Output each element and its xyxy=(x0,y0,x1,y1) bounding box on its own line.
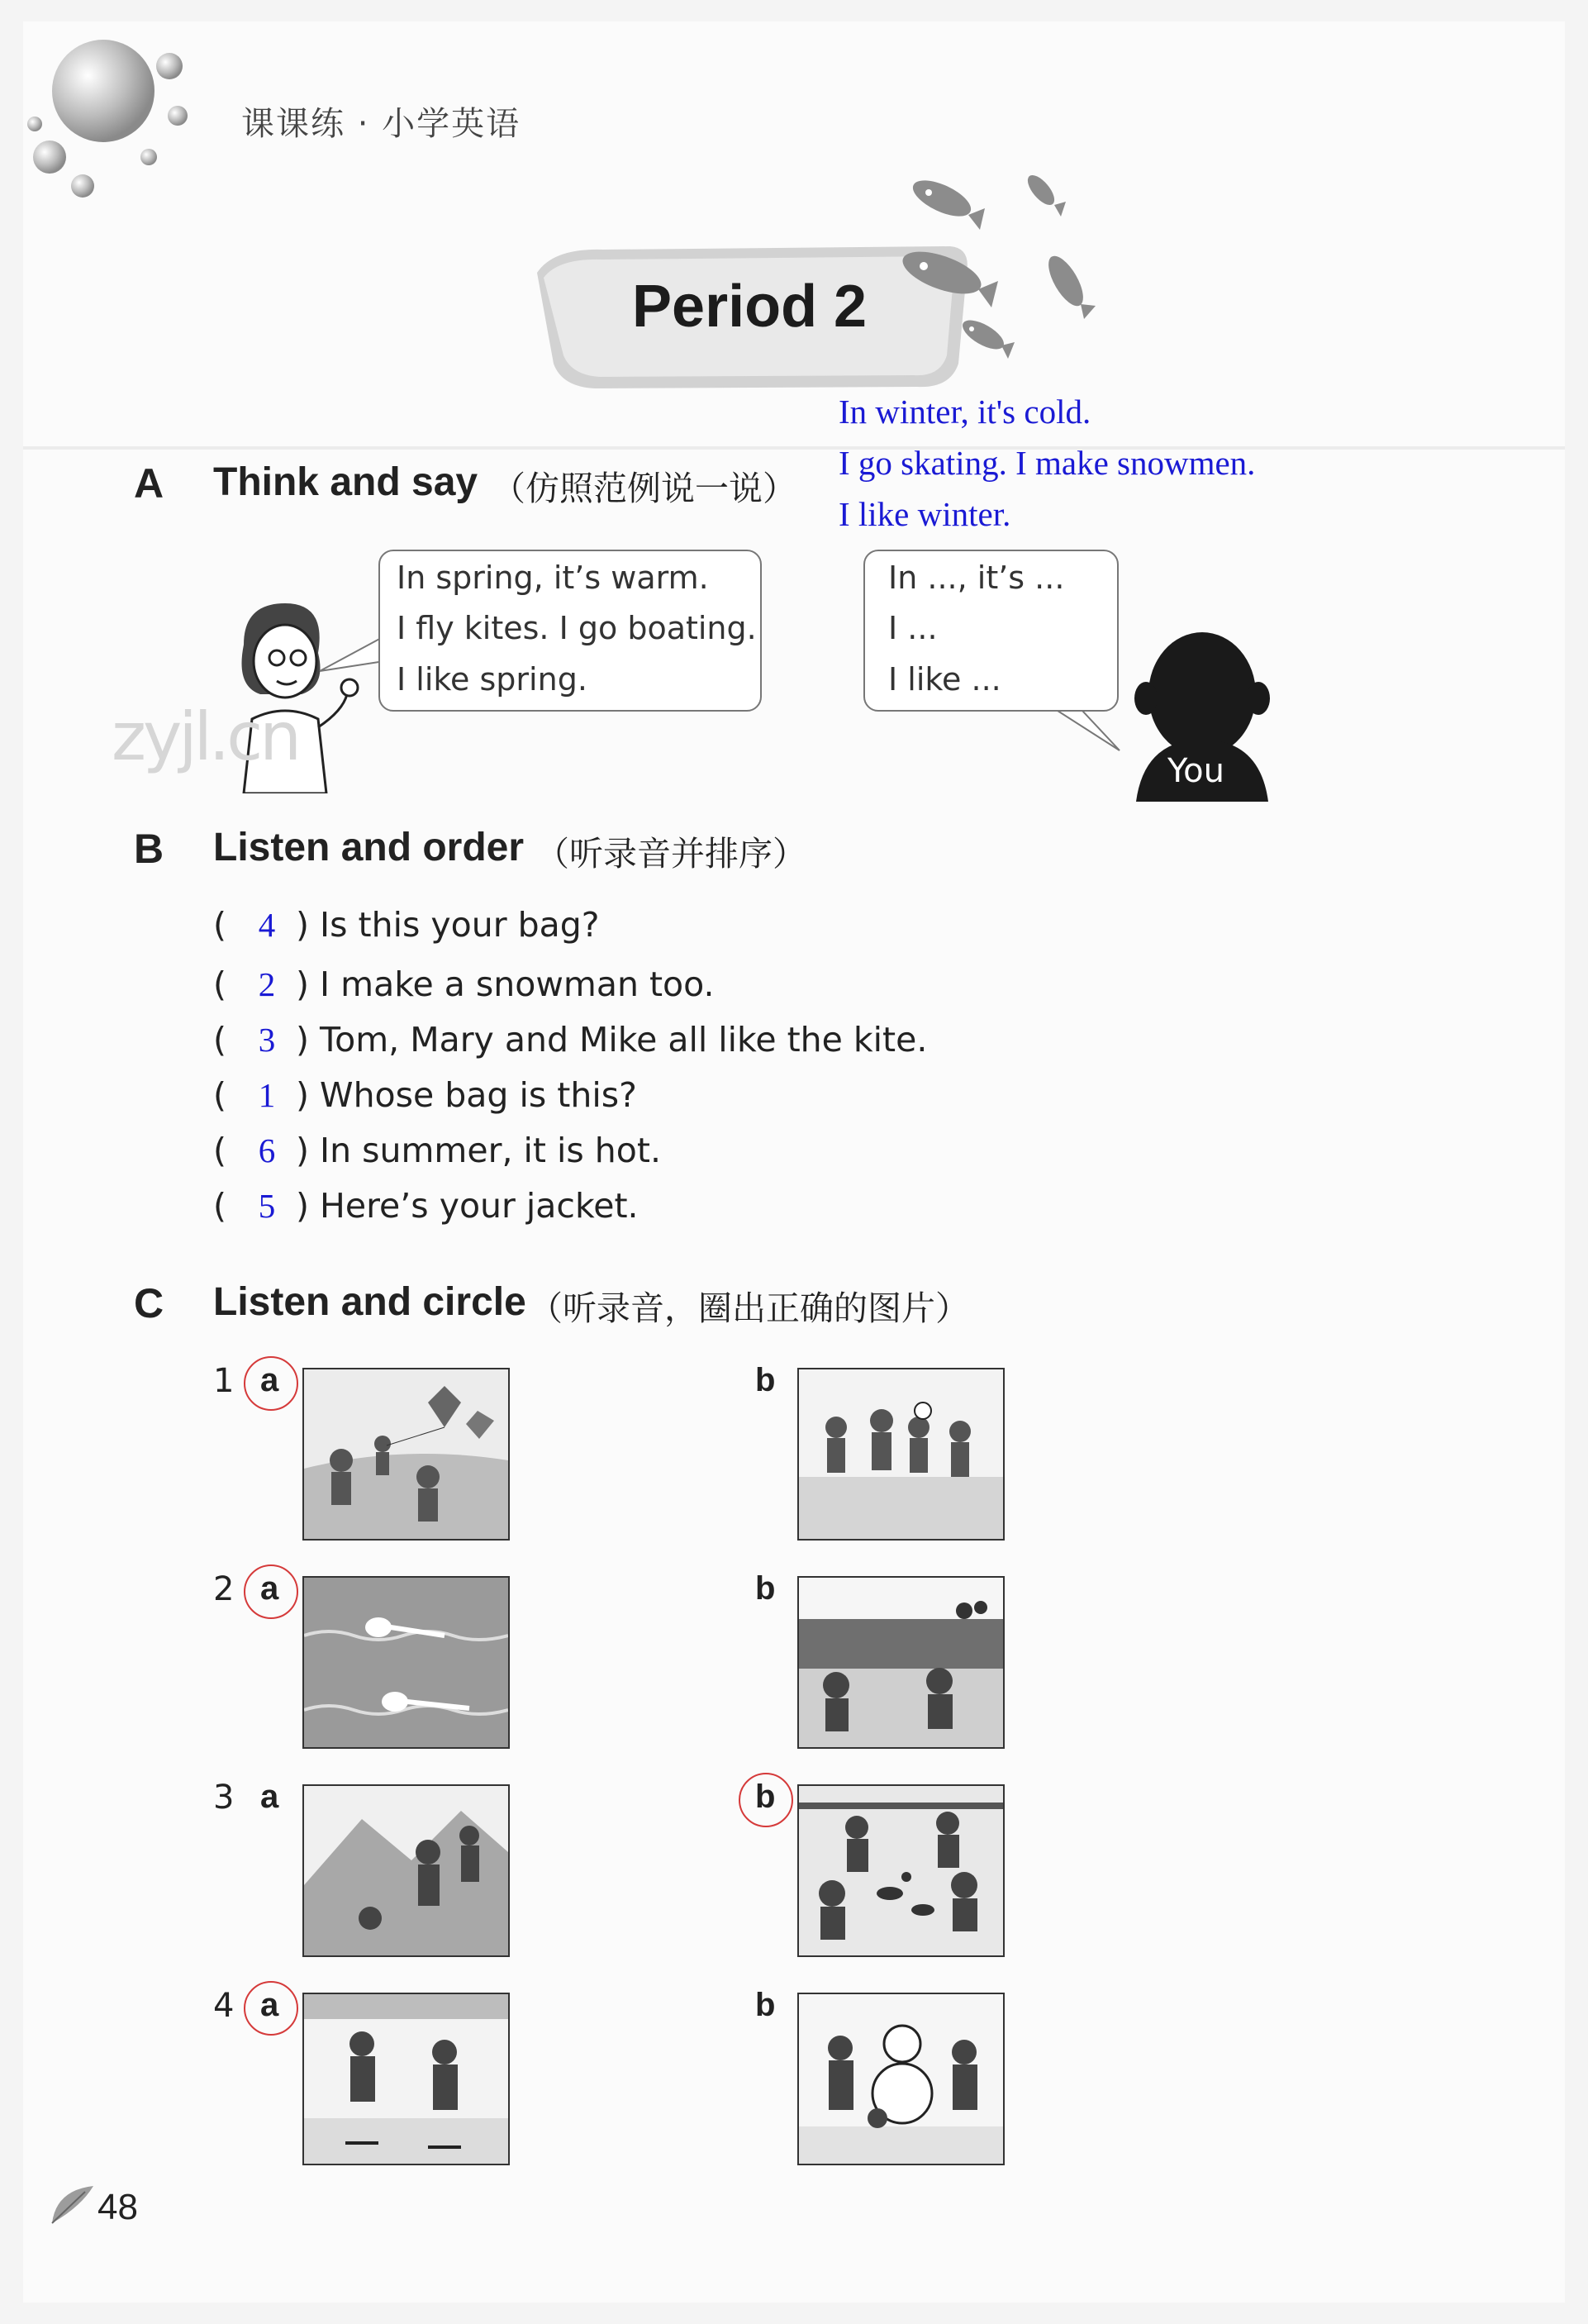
watermark: zyjl.cn xyxy=(112,698,298,775)
order-row-3: ( 3 ) Tom, Mary and Mike all like the kite. xyxy=(213,1020,928,1060)
book-title: 课课练 · 小学英语 xyxy=(241,105,521,143)
prompt-line-1: In ..., it’s ... xyxy=(888,560,1065,596)
prompt-line-2: I ... xyxy=(888,610,938,646)
order-answer-2: 2 xyxy=(258,965,276,1003)
circle-item-1-number: 1 xyxy=(213,1362,235,1400)
order-text-4: Whose bag is this? xyxy=(320,1075,637,1115)
handwritten-answer-line-1: In winter, it's cold. xyxy=(839,393,1091,431)
picture-3a-hiking[interactable] xyxy=(302,1784,510,1957)
option-2a-label: a xyxy=(260,1570,279,1607)
option-3a-label: a xyxy=(260,1779,279,1815)
bubbles-decoration xyxy=(25,33,207,198)
fish-decoration xyxy=(892,165,1107,364)
circle-item-3-number: 3 xyxy=(213,1779,235,1817)
order-answer-5: 6 xyxy=(258,1131,276,1169)
section-c-letter: C xyxy=(134,1280,164,1326)
prompt-line-3: I like ... xyxy=(888,661,1001,698)
option-4b-label: b xyxy=(755,1987,776,2023)
handwritten-answer-line-2: I go skating. I make snowmen. xyxy=(839,444,1256,482)
order-text-1: Is this your bag? xyxy=(320,905,600,945)
order-answer-3: 3 xyxy=(258,1021,276,1059)
header-divider xyxy=(23,446,1565,450)
section-b-title-cn: （听录音并排序） xyxy=(535,834,806,874)
order-row-1: ( 4 ) Is this your bag? xyxy=(213,905,600,945)
you-label: You xyxy=(1167,752,1224,790)
example-bubble-tail xyxy=(318,628,384,678)
order-row-5: ( 6 ) In summer, it is hot. xyxy=(213,1131,661,1170)
section-c-title-cn: （听录音，圈出正确的图片） xyxy=(529,1288,969,1328)
option-4a-label: a xyxy=(260,1987,279,2023)
section-c-title: Listen and circle xyxy=(213,1280,526,1324)
order-answer-1: 4 xyxy=(258,906,276,944)
section-a-title: Think and say xyxy=(213,460,478,504)
section-a-letter: A xyxy=(134,460,164,507)
order-row-2: ( 2 ) I make a snowman too. xyxy=(213,964,715,1004)
order-text-6: Here’s your jacket. xyxy=(320,1186,639,1226)
order-answer-4: 1 xyxy=(258,1076,276,1114)
picture-4a-skating[interactable] xyxy=(302,1993,510,2165)
leaf-icon xyxy=(48,2182,97,2228)
picture-3b-picnic[interactable] xyxy=(797,1784,1005,1957)
order-answer-6: 5 xyxy=(258,1187,276,1225)
order-row-6: ( 5 ) Here’s your jacket. xyxy=(213,1186,639,1226)
option-3b-label: b xyxy=(755,1779,776,1815)
page-number: 48 xyxy=(97,2187,138,2227)
section-b-letter: B xyxy=(134,826,164,872)
circle-item-4-number: 4 xyxy=(213,1987,235,2025)
picture-2a-swimming[interactable] xyxy=(302,1576,510,1749)
option-1b-label: b xyxy=(755,1362,776,1398)
order-text-3: Tom, Mary and Mike all like the kite. xyxy=(320,1020,928,1060)
option-2b-label: b xyxy=(755,1570,776,1607)
order-text-5: In summer, it is hot. xyxy=(320,1131,661,1170)
picture-2b-beach[interactable] xyxy=(797,1576,1005,1749)
period-title: Period 2 xyxy=(632,274,868,340)
circle-item-2-number: 2 xyxy=(213,1570,235,1608)
picture-1b-football[interactable] xyxy=(797,1368,1005,1541)
handwritten-answer-line-3: I like winter. xyxy=(839,495,1011,533)
example-line-3: I like spring. xyxy=(397,661,587,698)
order-text-2: I make a snowman too. xyxy=(320,964,715,1004)
example-line-1: In spring, it’s warm. xyxy=(397,560,709,596)
order-row-4: ( 1 ) Whose bag is this? xyxy=(213,1075,637,1115)
section-a-title-cn: （仿照范例说一说） xyxy=(492,469,796,508)
option-1a-label: a xyxy=(260,1362,279,1398)
picture-4b-snowman[interactable] xyxy=(797,1993,1005,2165)
picture-1a-kites[interactable] xyxy=(302,1368,510,1541)
example-line-2: I fly kites. I go boating. xyxy=(397,610,757,646)
section-b-title: Listen and order xyxy=(213,826,525,869)
